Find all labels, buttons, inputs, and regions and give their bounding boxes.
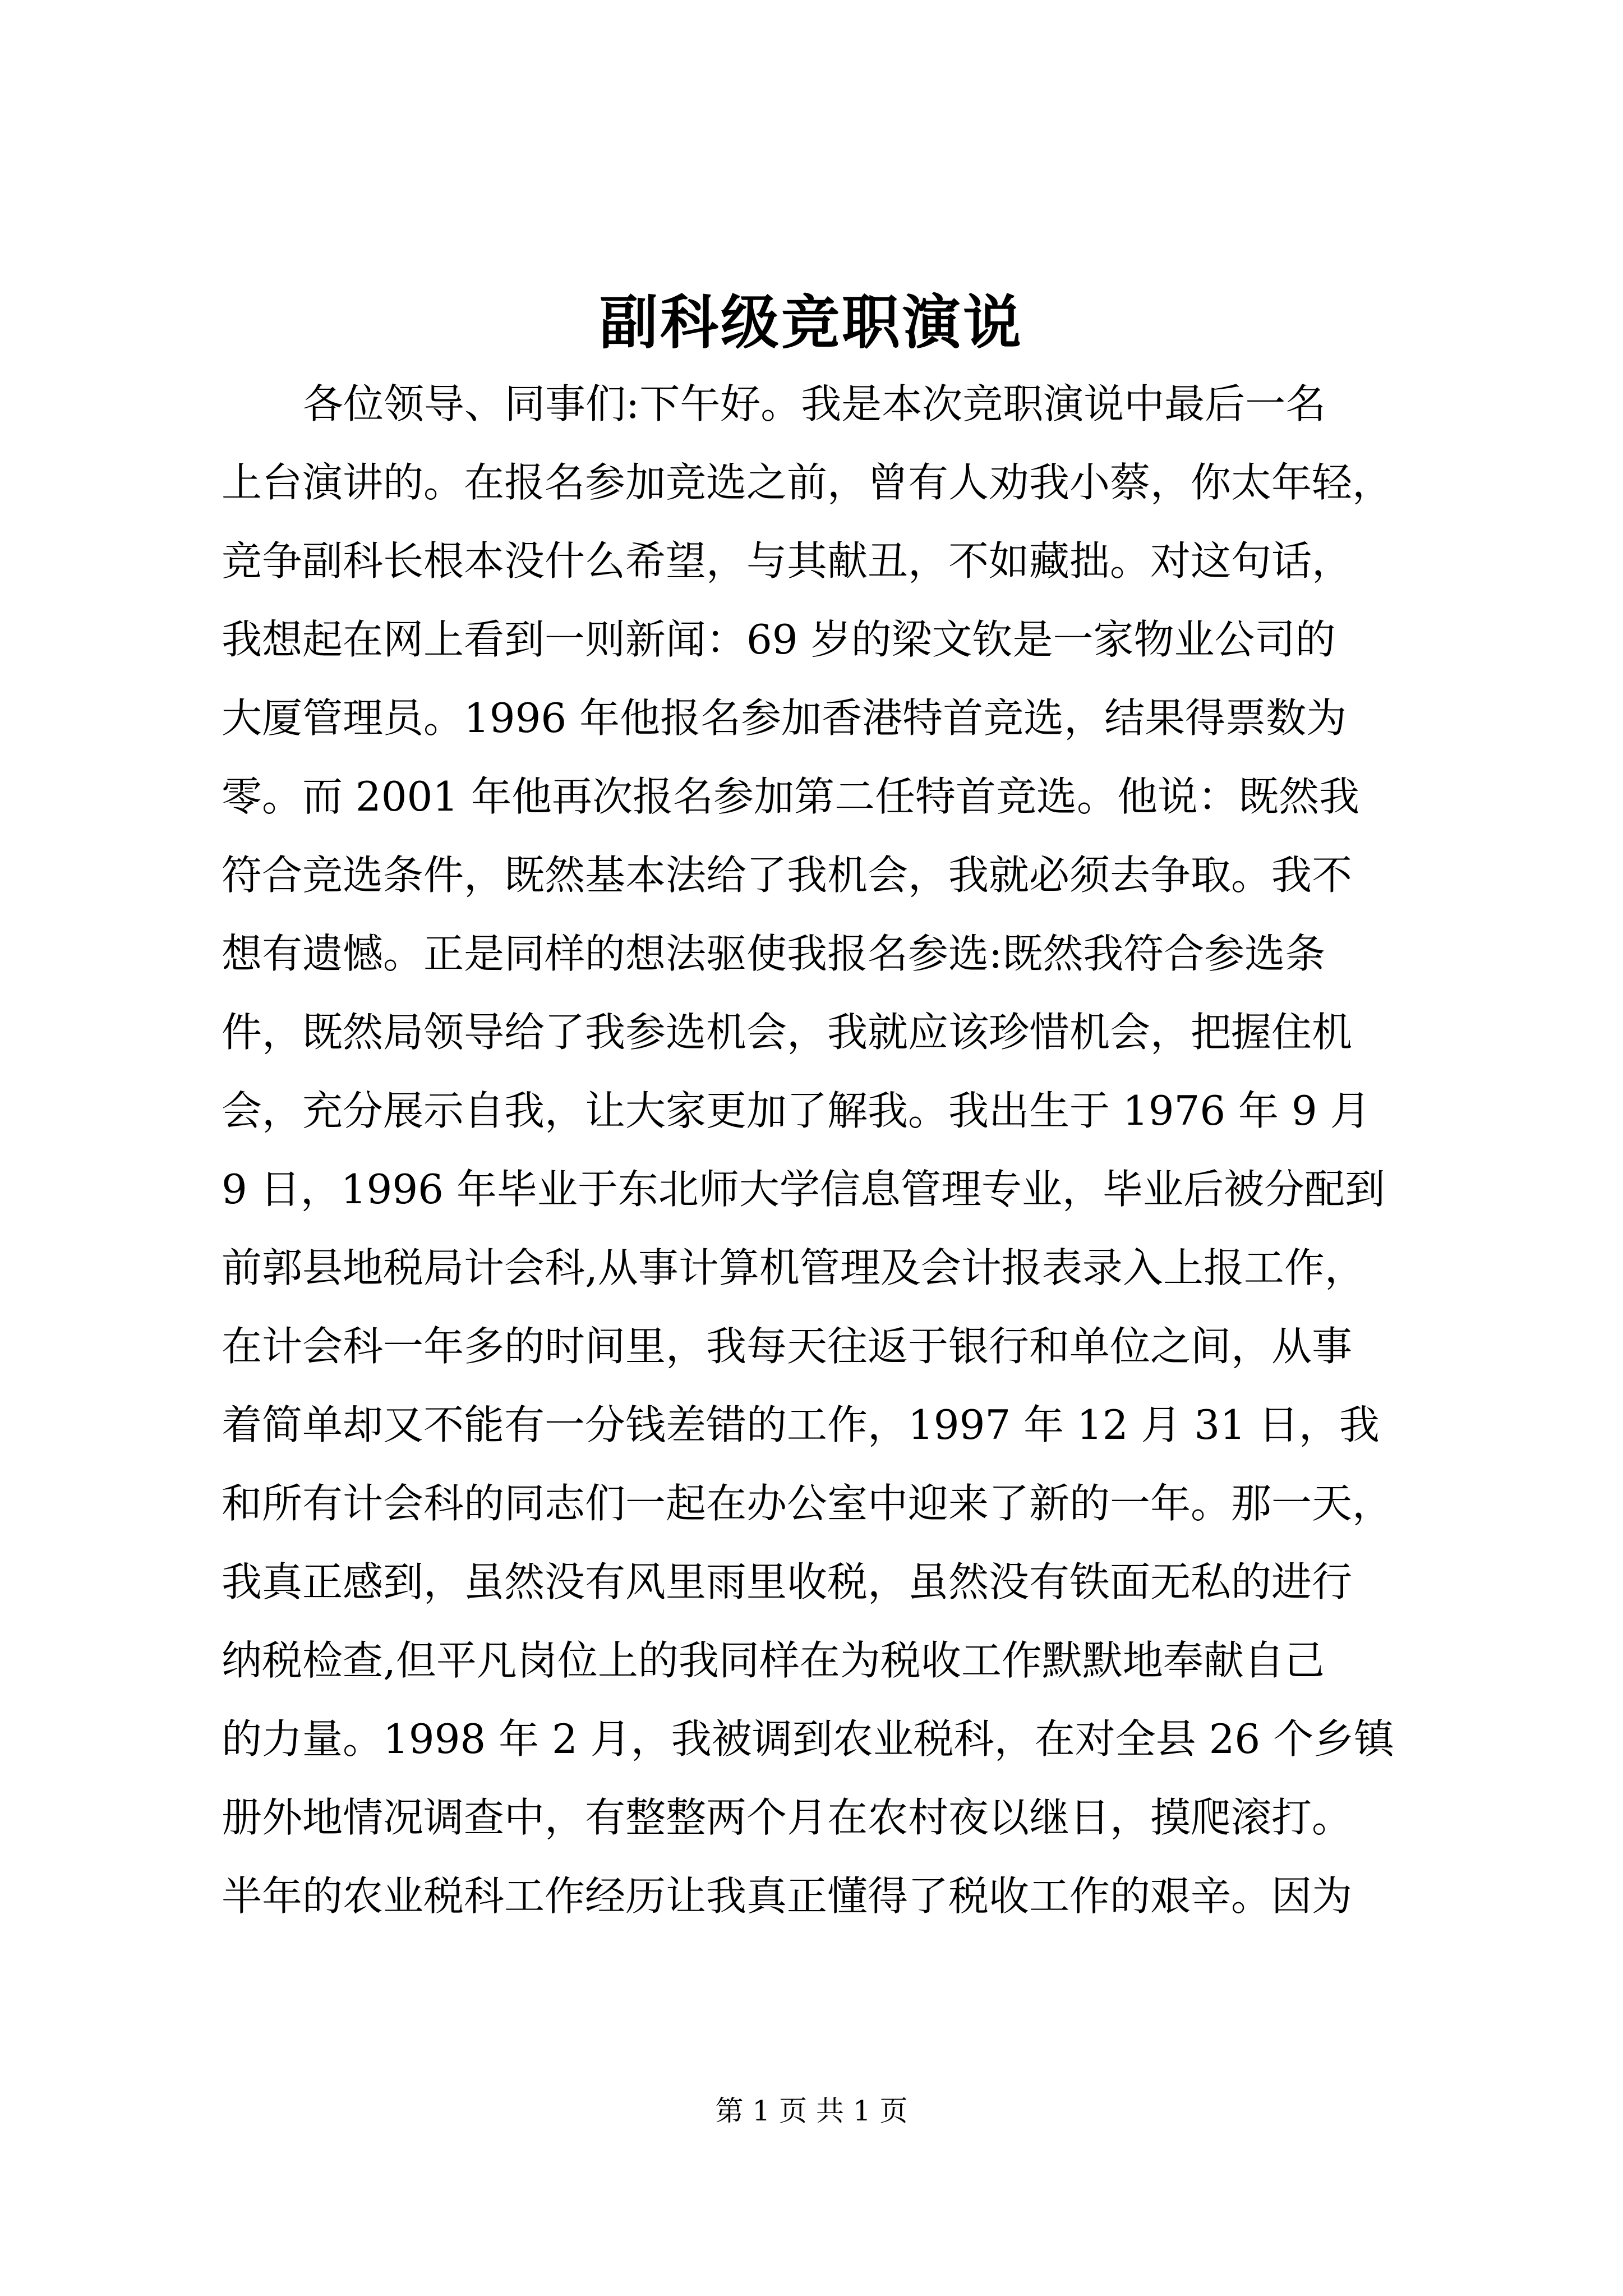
body-line: 的力量。1998 年 2 月，我被调到农业税科，在对全县 26 个乡镇	[222, 1715, 1395, 1763]
body-line: 着简单却又不能有一分钱差错的工作，1997 年 12 月 31 日，我	[222, 1401, 1380, 1448]
body-line: 纳税检查,但平凡岗位上的我同样在为税收工作默默地奉献自己	[222, 1637, 1325, 1684]
body-line: 我真正感到，虽然没有风里雨里收税，虽然没有铁面无私的进行	[222, 1558, 1353, 1605]
body-line: 半年的农业税科工作经历让我真正懂得了税收工作的艰辛。因为	[222, 1872, 1353, 1920]
body-line: 大厦管理员。1996 年他报名参加香港特首竞选，结果得票数为	[222, 694, 1347, 742]
body-line: 各位领导、同事们:下午好。我是本次竞职演说中最后一名	[303, 380, 1326, 427]
body-line: 9 日，1996 年毕业于东北师大学信息管理专业，毕业后被分配到	[222, 1166, 1385, 1213]
document-title: 副科级竞职演说	[599, 288, 1023, 357]
body-line: 会，充分展示自我，让大家更加了解我。我出生于 1976 年 9 月	[222, 1087, 1371, 1134]
body-line: 零。而 2001 年他再次报名参加第二任特首竞选。他说：既然我	[222, 773, 1360, 820]
body-line: 想有遗憾。正是同样的想法驱使我报名参选:既然我符合参选条	[222, 930, 1326, 977]
body-line: 符合竞选条件，既然基本法给了我机会，我就必须去争取。我不	[222, 852, 1353, 899]
body-line: 在计会科一年多的时间里，我每天往返于银行和单位之间，从事	[222, 1323, 1353, 1370]
body-line: 上台演讲的。在报名参加竞选之前，曾有人劝我小蔡，你太年轻，	[222, 459, 1393, 506]
body-line: 件，既然局领导给了我参选机会，我就应该珍惜机会，把握住机	[222, 1009, 1353, 1056]
body-line: 册外地情况调查中，有整整两个月在农村夜以继日，摸爬滚打。	[222, 1794, 1353, 1841]
page-footer: 第 1 页 共 1 页	[715, 2095, 908, 2127]
body-line: 和所有计会科的同志们一起在办公室中迎来了新的一年。那一天，	[222, 1480, 1393, 1527]
body-line: 我想起在网上看到一则新闻：69 岁的梁文钦是一家物业公司的	[222, 616, 1336, 663]
body-line: 前郭县地税局计会科,从事计算机管理及会计报表录入上报工作，	[222, 1244, 1365, 1291]
body-line: 竞争副科长根本没什么希望，与其献丑，不如藏拙。对这句话，	[222, 537, 1353, 585]
